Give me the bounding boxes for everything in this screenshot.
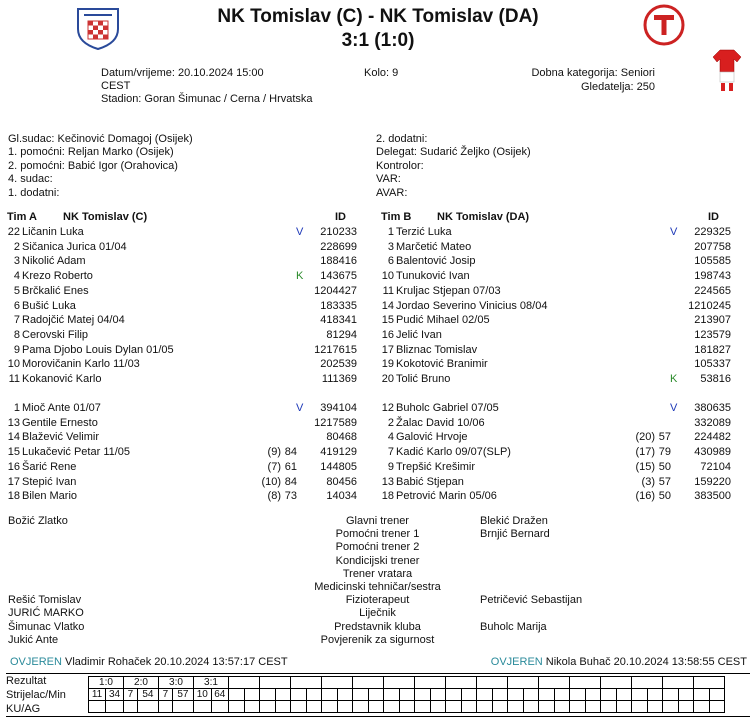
player-id: 229325 — [694, 226, 731, 238]
staff-role: Pomoćni trener 2 — [335, 541, 420, 554]
player-number: 9 — [387, 460, 394, 473]
player-id: 418341 — [320, 314, 357, 327]
sub-for: (9) — [267, 446, 281, 459]
match-datetime: Datum/vrijeme: 20.10.2024 15:00 — [101, 67, 264, 79]
player-id: 202539 — [320, 358, 357, 371]
scorer-cell: 11 — [89, 689, 106, 701]
player-id: 1204427 — [314, 284, 357, 297]
player-name: Stepić Ivan — [22, 475, 77, 488]
empty-cell — [353, 701, 369, 713]
sub-for: (10) — [261, 475, 281, 488]
player-number: 3 — [13, 255, 20, 268]
player-number: 18 — [7, 490, 20, 503]
player-name: Babić Stjepan — [396, 475, 464, 488]
official-line: 1. pomoćni: Reljan Marko (Osijek) — [8, 146, 174, 159]
player-name: Jelić Ivan — [396, 328, 442, 341]
empty-cell — [461, 689, 477, 701]
staff-home: Rešić Tomislav — [8, 594, 82, 607]
player-name: Ličanin Luka — [22, 226, 84, 238]
player-number: 1 — [387, 226, 394, 238]
empty-cell — [306, 701, 322, 713]
empty-cell — [461, 701, 477, 713]
empty-cell — [260, 701, 276, 713]
sub-for: (17) — [635, 446, 655, 459]
player-name: Kruljac Stjepan 07/03 — [396, 284, 501, 297]
player-id: 105585 — [694, 255, 731, 268]
result-score: 1:0 — [89, 677, 124, 689]
player-number: 20 — [381, 373, 394, 385]
scorer-cell: 54 — [137, 689, 158, 701]
empty-cell — [384, 689, 400, 701]
player-id: 224565 — [694, 284, 731, 297]
result-score: 3:0 — [159, 677, 194, 689]
official-line: 2. pomoćni: Babić Igor (Orahovica) — [8, 159, 178, 172]
player-number: 3 — [387, 240, 394, 253]
player-number: 6 — [13, 299, 20, 312]
goalkeeper-mark: V — [670, 402, 678, 414]
empty-cell — [477, 689, 493, 701]
player-id: 105337 — [694, 358, 731, 371]
player-id: 213907 — [694, 314, 731, 327]
empty-cell — [647, 689, 663, 701]
empty-cell — [415, 701, 431, 713]
empty-cell — [322, 701, 338, 713]
sub-minute: 57 — [658, 475, 671, 488]
player-name: Bilen Mario — [22, 490, 78, 503]
empty-cell — [601, 689, 617, 701]
result-score: 3:1 — [194, 677, 229, 689]
player-name: Cerovski Filip — [22, 328, 89, 341]
empty-cell — [368, 701, 384, 713]
player-number: 10 — [7, 358, 20, 371]
empty-cell — [446, 677, 477, 689]
empty-cell — [694, 689, 710, 701]
player-number: 19 — [381, 358, 394, 371]
player-number: 18 — [381, 490, 394, 503]
player-name: Žalac David 10/06 — [396, 416, 485, 429]
team-a-id-header: ID — [335, 211, 346, 223]
player-id: 1217589 — [314, 416, 357, 429]
empty-cell — [523, 689, 539, 701]
empty-cell — [446, 701, 462, 713]
player-number: 2 — [387, 416, 394, 429]
staff-away: Petričević Sebastijan — [480, 594, 583, 607]
empty-cell — [229, 701, 245, 713]
player-id: 198743 — [694, 270, 731, 283]
empty-cell — [663, 689, 679, 701]
player-number: 16 — [7, 460, 20, 473]
empty-cell — [399, 689, 415, 701]
staff-role: Glavni trener — [346, 515, 409, 527]
empty-cell — [306, 689, 322, 701]
player-id: 207758 — [694, 240, 731, 253]
staff-home: Šimunac Vlatko — [8, 620, 85, 633]
player-name: Radojčić Matej 04/04 — [22, 314, 125, 327]
player-id: 188416 — [320, 255, 357, 268]
empty-cell — [430, 701, 446, 713]
empty-cell — [539, 701, 555, 713]
empty-cell — [663, 701, 679, 713]
player-name: Lukačević Petar 11/05 — [22, 446, 131, 459]
jersey-icon — [712, 48, 742, 95]
player-id: 430989 — [694, 446, 731, 459]
empty-cell — [384, 677, 415, 689]
player-number: 8 — [13, 328, 20, 341]
empty-cell — [229, 677, 260, 689]
empty-cell — [244, 701, 260, 713]
sub-for: (3) — [641, 475, 655, 488]
empty-cell — [570, 701, 586, 713]
staff-away: Brnjić Bernard — [480, 528, 550, 541]
empty-cell — [368, 689, 384, 701]
staff-role: Povjerenik za sigurnost — [320, 633, 435, 646]
official-line: Gl.sudac: Kečinović Domagoj (Osijek) — [8, 133, 193, 145]
empty-cell — [477, 677, 508, 689]
player-id: 210233 — [320, 226, 357, 238]
player-id: 332089 — [694, 416, 731, 429]
player-number: 16 — [381, 328, 394, 341]
staff-role: Trener vratara — [342, 567, 413, 580]
player-name: Tolić Bruno — [396, 373, 451, 385]
match-stadium: Stadion: Goran Šimunac / Cerna / Hrvatska — [101, 93, 313, 105]
empty-cell — [446, 689, 462, 701]
team-b-id-header: ID — [708, 211, 719, 223]
staff-away: Blekić Dražen — [480, 515, 548, 527]
player-number: 13 — [7, 416, 20, 429]
player-number: 14 — [381, 299, 394, 312]
player-name: Krezo Roberto — [22, 270, 93, 283]
empty-cell — [106, 701, 124, 713]
empty-cell — [678, 689, 694, 701]
captain-mark: K — [296, 270, 304, 283]
team-a-name: NK Tomislav (C) — [63, 211, 148, 223]
empty-cell — [275, 689, 291, 701]
player-name: Terzić Luka — [396, 226, 452, 238]
staff-role: Kondicijski trener — [335, 554, 420, 567]
player-name: Galović Hrvoje — [396, 431, 468, 444]
match-timezone: CEST — [101, 80, 131, 92]
sub-minute: 61 — [284, 460, 297, 473]
staff-home: Jukić Ante — [8, 633, 59, 646]
player-number: 11 — [8, 373, 20, 385]
scorer-cell: 34 — [106, 689, 124, 701]
results-label: Rezultat — [6, 675, 47, 687]
official-line: Kontrolor: — [376, 159, 424, 172]
empty-cell — [322, 677, 353, 689]
player-number: 11 — [382, 284, 394, 297]
empty-cell — [124, 701, 138, 713]
player-number: 4 — [387, 431, 394, 444]
player-name: Mioč Ante 01/07 — [22, 402, 101, 414]
verify-right-label: OVJEREN — [490, 656, 543, 668]
sub-minute: 79 — [658, 446, 671, 459]
empty-cell — [89, 701, 106, 713]
player-number: 17 — [381, 343, 394, 356]
empty-cell — [616, 689, 632, 701]
empty-cell — [260, 689, 276, 701]
empty-cell — [172, 701, 193, 713]
verify-right — [491, 656, 747, 668]
player-number: 13 — [381, 475, 394, 488]
empty-cell — [601, 701, 617, 713]
player-id: 123579 — [694, 328, 731, 341]
player-id: 111369 — [321, 373, 357, 385]
empty-cell — [194, 701, 212, 713]
player-id: 383500 — [694, 490, 731, 503]
player-name: Šarić Rene — [22, 460, 77, 473]
empty-cell — [554, 689, 570, 701]
staff-home: Božić Zlatko — [8, 515, 68, 527]
ku-ag-label: KU/AG — [6, 703, 41, 715]
empty-cell — [570, 677, 601, 689]
player-id: 81294 — [326, 328, 357, 341]
captain-mark: K — [670, 373, 678, 385]
empty-cell — [322, 689, 338, 701]
empty-cell — [554, 701, 570, 713]
empty-cell — [353, 689, 369, 701]
verify-left-label: OVJEREN — [10, 656, 62, 668]
empty-cell — [523, 701, 539, 713]
empty-cell — [399, 701, 415, 713]
player-number: 9 — [13, 343, 20, 356]
player-name: Trepšić Krešimir — [396, 460, 476, 473]
player-id: 80468 — [326, 431, 357, 444]
player-id: 419129 — [320, 446, 357, 459]
player-id: 143675 — [320, 270, 357, 283]
player-number: 6 — [387, 255, 394, 268]
player-number: 22 — [7, 226, 20, 238]
empty-cell — [694, 677, 725, 689]
player-number: 14 — [7, 431, 20, 444]
empty-cell — [229, 689, 245, 701]
empty-cell — [709, 701, 725, 713]
empty-cell — [415, 677, 446, 689]
official-line: Delegat: Sudarić Željko (Osijek) — [376, 146, 531, 159]
away-logo — [642, 3, 686, 50]
player-id: 144805 — [320, 460, 357, 473]
player-id: 228699 — [320, 240, 357, 253]
player-name: Pudić Mihael 02/05 — [396, 314, 490, 327]
empty-cell — [647, 701, 663, 713]
empty-cell — [663, 677, 694, 689]
player-id: 53816 — [700, 373, 731, 385]
empty-cell — [275, 701, 291, 713]
staff-role: Medicinski tehničar/sestra — [314, 581, 441, 593]
sub-minute: 50 — [658, 460, 671, 473]
player-name: Buholc Gabriel 07/05 — [396, 402, 499, 414]
sub-for: (8) — [267, 490, 281, 503]
empty-cell — [260, 677, 291, 689]
player-name: Tunuković Ivan — [396, 270, 470, 283]
empty-cell — [678, 701, 694, 713]
empty-cell — [137, 701, 158, 713]
match-category: Dobna kategorija: Seniori — [531, 67, 655, 79]
official-line: VAR: — [376, 173, 401, 186]
team-b-label: Tim B — [381, 211, 412, 223]
player-name: Bušić Luka — [22, 299, 76, 312]
empty-cell — [384, 701, 400, 713]
sub-minute: 84 — [284, 446, 297, 459]
sub-minute: 73 — [284, 490, 297, 503]
empty-cell — [353, 677, 384, 689]
official-line: AVAR: — [376, 186, 408, 199]
verify-left-text: Vladimir Rohaček 20.10.2024 13:57:17 CEST — [65, 656, 288, 668]
goalkeeper-mark: V — [296, 402, 304, 414]
player-name: Petrović Marin 05/06 — [396, 490, 497, 503]
player-number: 15 — [381, 314, 394, 327]
match-round: Kolo: 9 — [364, 67, 399, 79]
match-score: 3:1 (1:0) — [341, 30, 415, 51]
staff-role: Liječnik — [359, 607, 396, 620]
empty-cell — [430, 689, 446, 701]
player-name: Kokanović Karlo — [22, 373, 102, 385]
player-id: 224482 — [694, 431, 731, 444]
empty-cell — [585, 701, 601, 713]
match-spectators: Gledatelja: 250 — [581, 81, 655, 93]
player-number: 12 — [381, 402, 394, 414]
match-title: NK Tomislav (C) - NK Tomislav (DA) — [217, 6, 539, 27]
empty-cell — [159, 701, 173, 713]
official-line: 2. dodatni: — [376, 133, 428, 145]
player-id: 159220 — [694, 475, 731, 488]
player-number: 15 — [7, 446, 20, 459]
staff-role: Pomoćni trener 1 — [335, 528, 420, 541]
empty-cell — [492, 701, 508, 713]
player-id: 394104 — [320, 402, 357, 414]
player-id: 1210245 — [688, 299, 731, 312]
empty-cell — [244, 689, 260, 701]
player-number: 7 — [387, 446, 394, 459]
sub-for: (20) — [635, 431, 655, 444]
official-line: 1. dodatni: — [8, 186, 60, 199]
empty-cell — [291, 689, 307, 701]
team-b-name: NK Tomislav (DA) — [437, 211, 530, 223]
player-name: Bliznac Tomislav — [396, 343, 478, 356]
sub-minute: 57 — [658, 431, 671, 444]
result-score: 2:0 — [124, 677, 159, 689]
empty-cell — [337, 689, 353, 701]
player-number: 5 — [13, 284, 20, 297]
player-name: Blažević Velimir — [22, 431, 100, 444]
sub-for: (7) — [267, 460, 281, 473]
player-id: 1217615 — [314, 343, 357, 356]
player-id: 80456 — [326, 475, 357, 488]
empty-cell — [291, 701, 307, 713]
player-name: Nikolić Adam — [22, 255, 86, 268]
empty-cell — [539, 689, 555, 701]
empty-cell — [508, 701, 524, 713]
official-line: 4. sudac: — [8, 173, 53, 186]
player-name: Sičanica Jurica 01/04 — [22, 240, 127, 253]
player-number: 2 — [13, 240, 20, 253]
scorer-cell: 7 — [159, 689, 173, 701]
player-name: Pama Djobo Louis Dylan 01/05 — [22, 343, 174, 356]
staff-role: Predstavnik kluba — [334, 620, 421, 633]
player-name: Marčetić Mateo — [396, 240, 472, 253]
player-id: 181827 — [694, 343, 731, 356]
player-number: 4 — [13, 270, 20, 283]
player-name: Kadić Karlo 09/07(SLP) — [396, 446, 511, 459]
sub-minute: 84 — [284, 475, 297, 488]
player-name: Brčkalić Enes — [22, 284, 89, 297]
verify-left — [10, 656, 288, 668]
player-id: 14034 — [326, 490, 357, 503]
verify-right-text: Nikola Buhač 20.10.2024 13:58:55 CEST — [545, 656, 747, 668]
staff-home: JURIĆ MARKO — [8, 607, 84, 620]
empty-cell — [291, 677, 322, 689]
scorer-cell: 64 — [211, 689, 229, 701]
staff-away: Buholc Marija — [480, 620, 547, 633]
empty-cell — [585, 689, 601, 701]
goalkeeper-mark: V — [296, 226, 304, 238]
player-name: Balentović Josip — [396, 255, 476, 268]
empty-cell — [492, 689, 508, 701]
empty-cell — [632, 677, 663, 689]
staff-role: Fizioterapeut — [345, 594, 410, 607]
player-id: 183335 — [320, 299, 357, 312]
player-number: 17 — [7, 475, 20, 488]
empty-cell — [709, 689, 725, 701]
player-number: 1 — [13, 402, 20, 414]
empty-cell — [211, 701, 229, 713]
scorer-cell: 57 — [172, 689, 193, 701]
empty-cell — [337, 701, 353, 713]
scorer-cell: 10 — [194, 689, 212, 701]
empty-cell — [632, 701, 648, 713]
empty-cell — [632, 689, 648, 701]
home-logo — [74, 5, 122, 54]
empty-cell — [477, 701, 493, 713]
player-number: 7 — [13, 314, 20, 327]
player-name: Morovičanin Karlo 11/03 — [22, 358, 140, 371]
empty-cell — [415, 689, 431, 701]
scorers-label: Strijelac/Min — [6, 689, 66, 701]
scorer-cell: 7 — [124, 689, 138, 701]
sub-for: (15) — [635, 460, 655, 473]
empty-cell — [508, 689, 524, 701]
player-name: Kokotović Branimir — [396, 358, 488, 371]
empty-cell — [570, 689, 586, 701]
goalkeeper-mark: V — [670, 226, 678, 238]
team-a-label: Tim A — [7, 211, 37, 223]
player-id: 380635 — [694, 402, 731, 414]
sub-minute: 50 — [658, 490, 671, 503]
results-table — [88, 676, 725, 713]
sub-for: (16) — [635, 490, 655, 503]
player-number: 10 — [381, 270, 394, 283]
player-id: 72104 — [700, 460, 731, 473]
empty-cell — [694, 701, 710, 713]
player-name: Jordao Severino Vinicius 08/04 — [396, 299, 548, 312]
empty-cell — [539, 677, 570, 689]
empty-cell — [508, 677, 539, 689]
empty-cell — [616, 701, 632, 713]
empty-cell — [601, 677, 632, 689]
player-name: Gentile Ernesto — [22, 416, 98, 429]
